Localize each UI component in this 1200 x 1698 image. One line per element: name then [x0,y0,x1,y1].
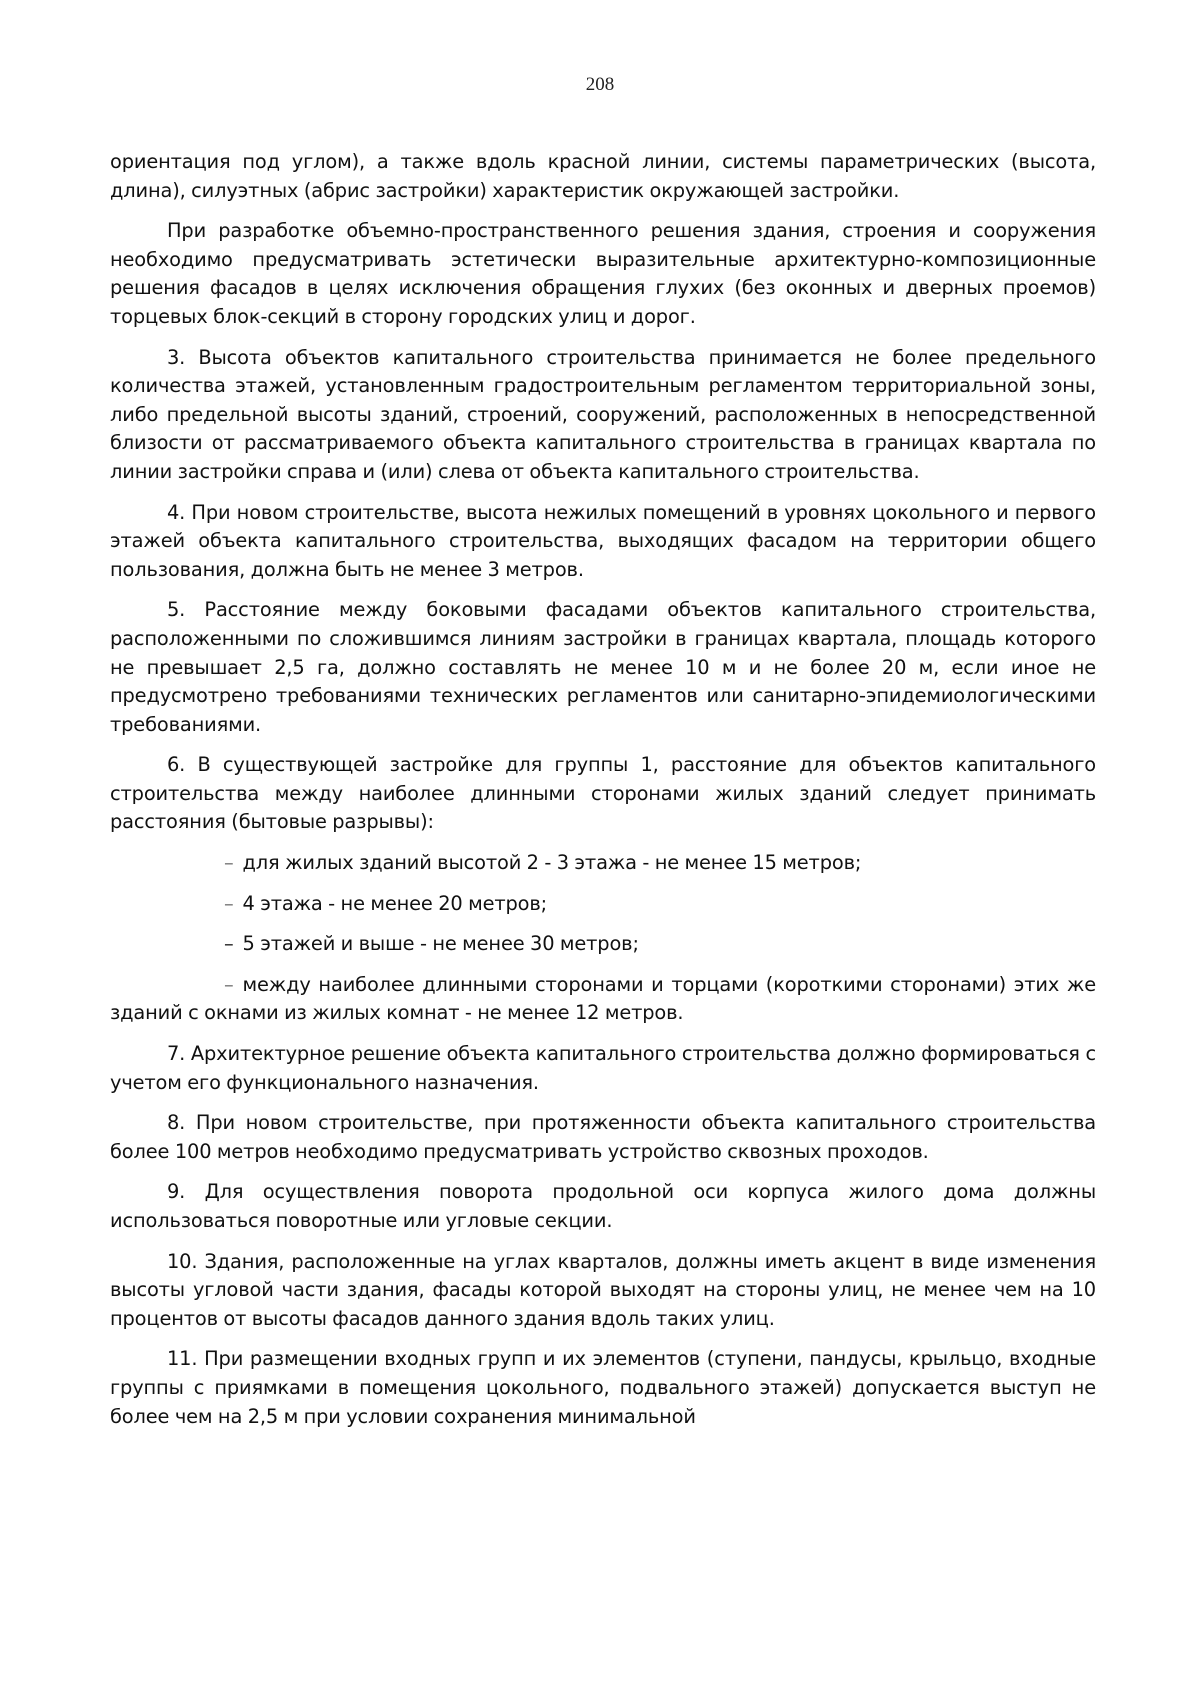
list-item-text: 4 этажа - не менее 20 метров; [242,891,548,915]
document-body [110,148,1096,1443]
paragraph-facade-solutions: При разработке объемно-пространственного решения здания, строения и сооружения необходимо предусматривать эстетически выразительные архитектурно-композиционные решения фасадов в целях исключения обращения глухих (без оконных и дверных проемов) торцевых блок-секций в сторону городских улиц и дорог. [110,219,1096,328]
dash-marker: – [224,932,234,956]
list-item-text: между наиболее длинными сторонами и торцами (короткими сторонами) этих же зданий с окнами из жилых комнат - не менее 12 метров. [110,972,1096,1025]
paragraph-item-6: 6. В существующей застройке для группы 1, расстояние для объектов капитального строительства между наиболее длинными сторонами жилых зданий следует принимать расстояния (бытовые разрывы): [110,753,1096,834]
paragraph-item-10: 10. Здания, расположенные на углах кварталов, должны иметь акцент в виде изменения высоты угловой части здания, фасады которой выходят на стороны улиц, не менее чем на 10 процентов от высоты фасадов данного здания вдоль таких улиц. [110,1249,1096,1330]
paragraph-item-3: 3. Высота объектов капитального строительства принимается не более предельного количества этажей, установленным градостроительным регламентом территориальной зоны, либо предельной высоты зданий, строений, сооружений, расположенных в непосредственной близости от рассматриваемого объекта капитального строительства в границах квартала по линии застройки справа и (или) слева от объекта капитального строительства. [110,345,1096,483]
paragraph-item-11: 11. При размещении входных групп и их элементов (ступени, пандусы, крыльцо, входные группы с приямками в помещения цокольного, подвального этажей) допускается выступ не более чем на 2,5 м при условии сохранения минимальной [110,1347,1096,1428]
paragraph-item-7: 7. Архитектурное решение объекта капитального строительства должно формироваться с учетом его функционального назначения. [110,1042,1096,1094]
page-number: 208 [585,74,615,95]
list-item-text: 5 этажей и выше - не менее 30 метров; [242,932,639,956]
paragraph-item-5: 5. Расстояние между боковыми фасадами объектов капитального строительства, расположенными по сложившимся линиям застройки в границах квартала, площадь которого не превышает 2,5 га, должно составлять не менее 10 м и не более 20 м, если иное не предусмотрено требованиями технических регламентов или санитарно-эпидемиологическими требованиями. [110,598,1096,736]
paragraph-item-8: 8. При новом строительстве, при протяженности объекта капитального строительства более 100 метров необходимо предусматривать устройство сквозных проходов. [110,1111,1096,1163]
dash-marker: – [224,972,234,996]
paragraph-item-4: 4. При новом строительстве, высота нежилых помещений в уровнях цокольного и первого этажей объекта капитального строительства, выходящих фасадом на территории общего пользования, должна быть не менее 3 метров. [110,500,1096,581]
list-item-text: для жилых зданий высотой 2 - 3 этажа - не менее 15 метров; [242,851,862,875]
paragraph-item-9: 9. Для осуществления поворота продольной оси корпуса жилого дома должны использоваться поворотные или угловые секции. [110,1180,1096,1232]
dash-marker: – [224,851,234,875]
list-item [110,849,1096,878]
paragraph-continuation: ориентация под углом), а также вдоль красной линии, системы параметрических (высота, длина), силуэтных (абрис застройки) характеристик окружающей застройки. [110,150,1096,202]
list-item [110,971,1096,1028]
dash-marker: – [224,891,234,915]
list-item [110,930,1096,959]
list-item [110,890,1096,919]
